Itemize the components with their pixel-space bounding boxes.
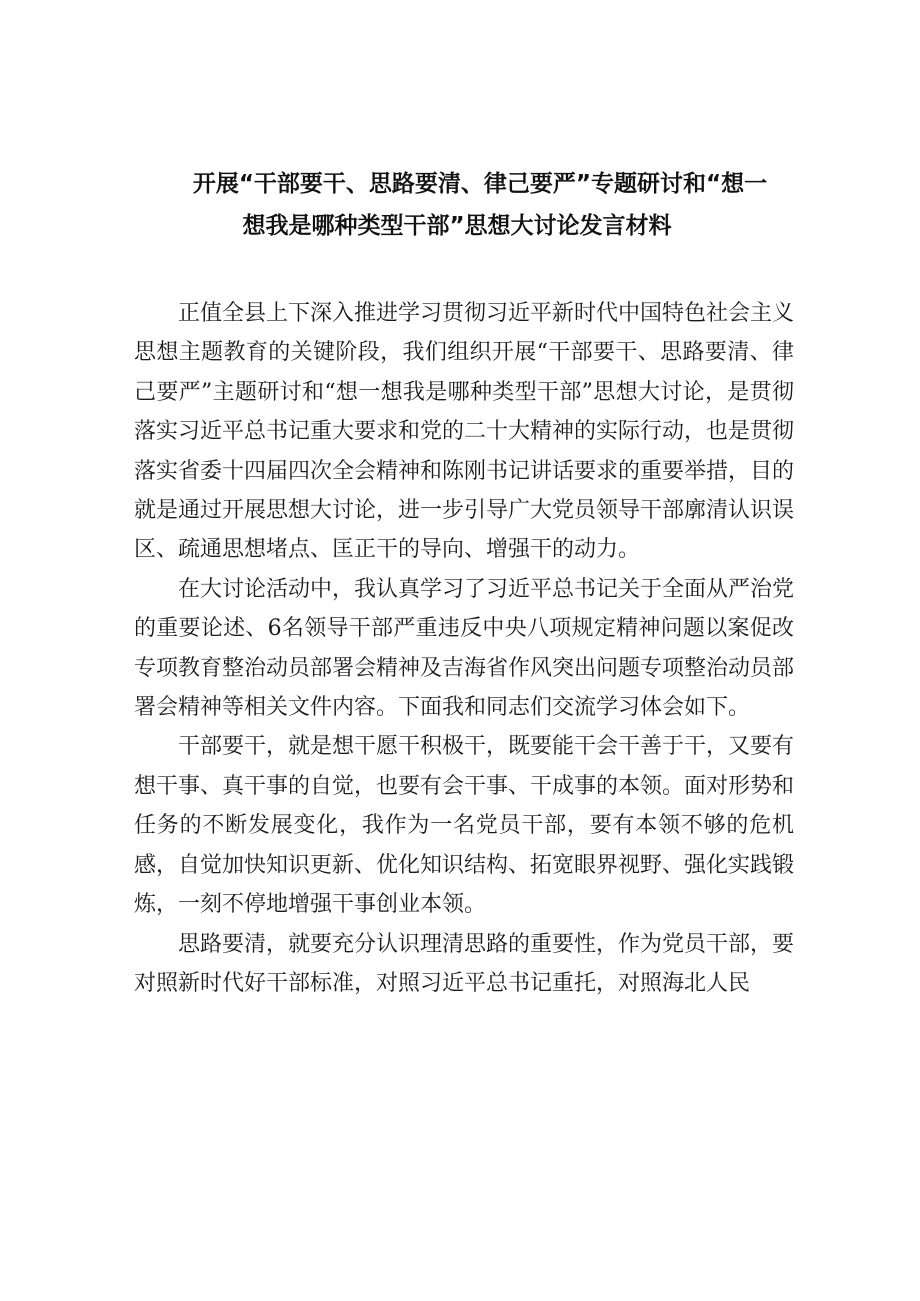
- title-line-1: 开展“干部要干、思路要清、律己要严”专题研讨和“想一: [192, 171, 768, 197]
- title-line-2: 想我是哪种类型干部”思想大讨论发言材料: [242, 213, 672, 239]
- paragraph-study: 在大讨论活动中，我认真学习了习近平总书记关于全面从严治党的重要论述、6名领导干部严重违反中央八项规定精神问题以案促改专项教育整治动员部署会精神及吉海省作风突出问题专项整治动员部署会精神等相关文件内容。下面我和同志们交流学习体会如下。: [134, 576, 795, 721]
- paragraph-intro: 正值全县上下深入推进学习贯彻习近平新时代中国特色社会主义思想主题教育的关键阶段，我们组织开展“干部要干、思路要清、律己要严”主题研讨和“想一想我是哪种类型干部”思想大讨论，是贯彻落实习近平总书记重大要求和党的二十大精神的实际行动，也是贯彻落实省委十四届四次全会精神和陈刚书记讲话要求的重要举措，目的就是通过开展思想大讨论，进一步引导广大党员领导干部廓清认识误区、疏通思想堵点、匡正干的导向、增强干的动力。: [134, 301, 795, 563]
- paragraph-cadres-must-act: 干部要干，就是想干愿干积极干，既要能干会干善于干，又要有想干事、真干事的自觉，也要有会干事、干成事的本领。面对形势和任务的不断发展变化，我作为一名党员干部，要有本领不够的危机感，自觉加快知识更新、优化知识结构、拓宽眼界视野、强化实践锻炼，一刻不停地增强干事创业本领。: [134, 734, 795, 918]
- paragraph-clear-thinking: 思路要清，就要充分认识理清思路的重要性，作为党员干部，要对照新时代好干部标准，对照习近平总书记重托，对照海北人民: [134, 931, 795, 996]
- document-title: [0, 163, 920, 247]
- document-body: [134, 294, 794, 1003]
